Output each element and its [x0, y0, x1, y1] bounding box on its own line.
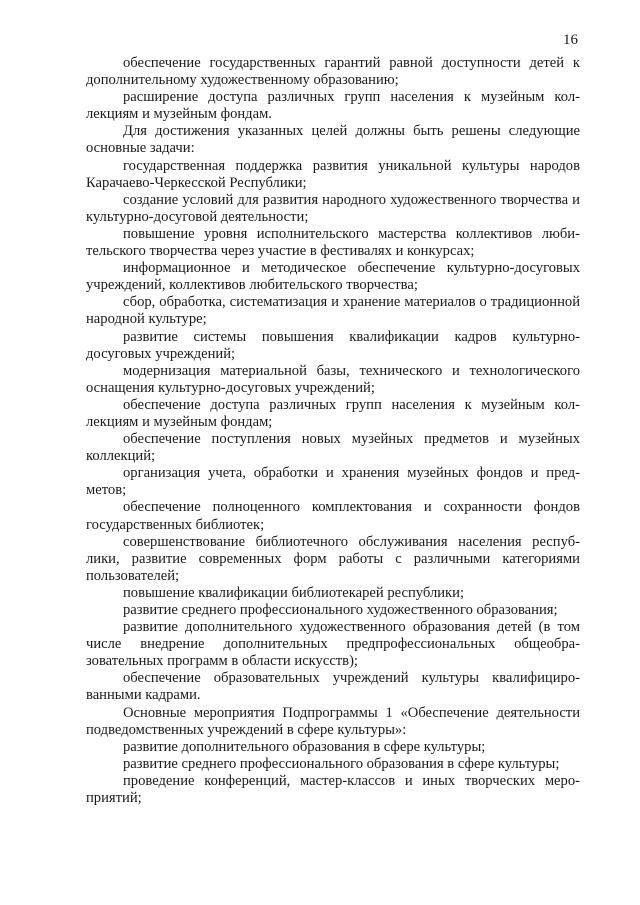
paragraph: создание условий для развития народного художественного творчества и культурно-досуговой деятельности;	[86, 191, 580, 225]
paragraph: развитие дополнительного художественного образования детей (в том числе внедрение дополнительных предпрофессиональных общеобразовательных программ в области искусств);	[86, 619, 580, 670]
page-body	[86, 55, 580, 807]
paragraph: повышение квалификации библиотекарей республики;	[123, 584, 465, 601]
paragraph: модернизация материальной базы, технического и технологического оснащения культурно-досуговых учреждений;	[86, 362, 580, 396]
paragraph: развитие дополнительного образования в сфере культуры;	[123, 738, 486, 755]
paragraph: развитие среднего профессионального художественного образования;	[123, 602, 558, 618]
paragraph: расширение доступа различных групп населения к музейным коллекциям и музейным фондам.	[86, 89, 580, 123]
paragraph: повышение уровня исполнительского мастерства коллективов любительского творчества через участие в фестивалях и конкурсах;	[86, 225, 580, 260]
page-number: 16	[563, 32, 578, 48]
paragraph: сбор, обработка, систематизация и хранение материалов о традиционной народной культуре;	[86, 294, 580, 328]
paragraph: обеспечение поступления новых музейных предметов и музейных коллекций;	[86, 431, 580, 465]
paragraph: обеспечение государственных гарантий равной доступности детей к дополнительному художественному образованию;	[86, 55, 580, 89]
paragraph: проведение конференций, мастер-классов и иных творческих мероприятий;	[86, 772, 580, 807]
paragraph: обеспечение доступа различных групп населения к музейным коллекциям и музейным фондам;	[86, 396, 580, 430]
paragraph: информационное и методическое обеспечение культурно-досуговых учреждений, коллективов любительского творчества;	[86, 260, 580, 294]
paragraph: обеспечение образовательных учреждений культуры квалифицированными кадрами.	[86, 670, 580, 704]
paragraph: развитие среднего профессионального образования в сфере культуры;	[123, 755, 560, 772]
paragraph: государственная поддержка развития уникальной культуры народов Карачаево-Черкесской Республики;	[86, 157, 580, 191]
paragraph: развитие системы повышения квалификации кадров культурно-досуговых учреждений;	[86, 328, 580, 362]
paragraph: организация учета, обработки и хранения музейных фондов и предметов;	[86, 465, 580, 499]
paragraph: Для достижения указанных целей должны быть решены следующие основные задачи:	[86, 123, 580, 157]
paragraph: Основные мероприятия Подпрограммы 1 «Обеспечение деятельности подведомственных учреждений в сфере культуры»:	[86, 704, 580, 738]
paragraph: совершенствование библиотечного обслуживания населения республики, развитие современных форм работы с различными категориями пользователей;	[86, 533, 580, 584]
paragraph: обеспечение полноценного комплектования и сохранности фондов государственных библиотек;	[86, 499, 580, 533]
